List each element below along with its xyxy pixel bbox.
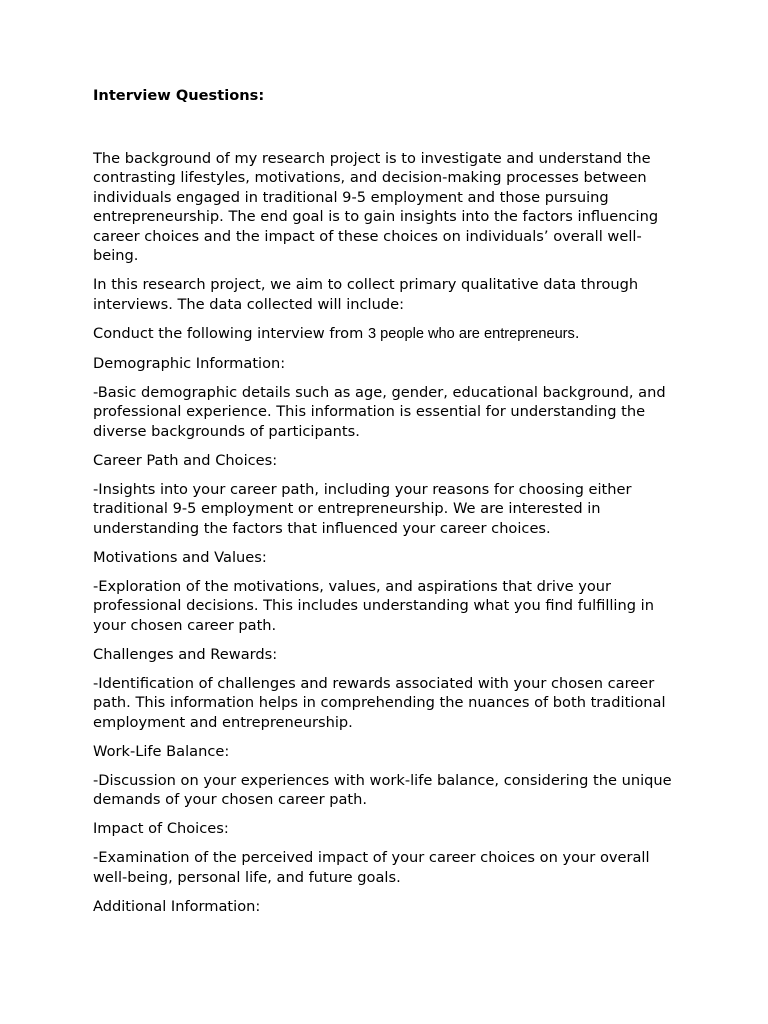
section-body-work-life: -Discussion on your experiences with work-life balance, considering the unique demands of your chosen career path. [93, 771, 672, 808]
section-title-impact: Impact of Choices: [93, 820, 229, 837]
section-body-motivations: -Exploration of the motivations, values, and aspirations that drive your professional decisions. This includes understanding what you find fulfilling in your chosen career path. [93, 577, 654, 634]
conduct-highlight: 3 people who are entrepreneurs [367, 325, 575, 342]
section-body-demographic: -Basic demographic details such as age, gender, educational background, and professional experience. This information is essential for understanding the diverse backgrounds of participants. [93, 383, 666, 440]
section-title-motivations: Motivations and Values: [93, 548, 267, 566]
conduct-lead: Conduct the following interview from [93, 324, 368, 342]
conduct-end: . [574, 324, 580, 342]
document-heading: Interview Questions: [93, 87, 265, 104]
section-body-challenges: -Identification of challenges and rewards associated with your chosen career path. This information helps in comprehending the nuances of both traditional employment and entrepreneurship. [93, 674, 666, 731]
section-title-challenges: Challenges and Rewards: [93, 645, 278, 663]
section-title-work-life: Work-Life Balance: [93, 742, 230, 760]
section-title-additional: Additional Information: [93, 897, 261, 915]
conduct-paragraph [93, 324, 683, 345]
section-body-impact: -Examination of the perceived impact of your career choices on your overall well-being, personal life, and future goals. [93, 849, 650, 886]
section-body-career-path: -Insights into your career path, including your reasons for choosing either traditional 9-5 employment or entrepreneurship. We are interested in understanding the factors that influenced your career choices. [93, 480, 632, 537]
data-collection-paragraph: In this research project, we aim to collect primary qualitative data through interviews. The data collected will include: [93, 276, 639, 313]
document-page [93, 86, 683, 926]
section-title-demographic: Demographic Information: [93, 354, 286, 372]
intro-paragraph: The background of my research project is to investigate and understand the contrasting lifestyles, motivations, and decision-making processes between individuals engaged in traditional 9-5 employment and those pursuing entrepreneurship. The end goal is to gain insights into the factors influencing career choices and the impact of these choices on individuals’ overall well-being. [93, 149, 659, 264]
section-title-career-path: Career Path and Choices: [93, 451, 278, 469]
